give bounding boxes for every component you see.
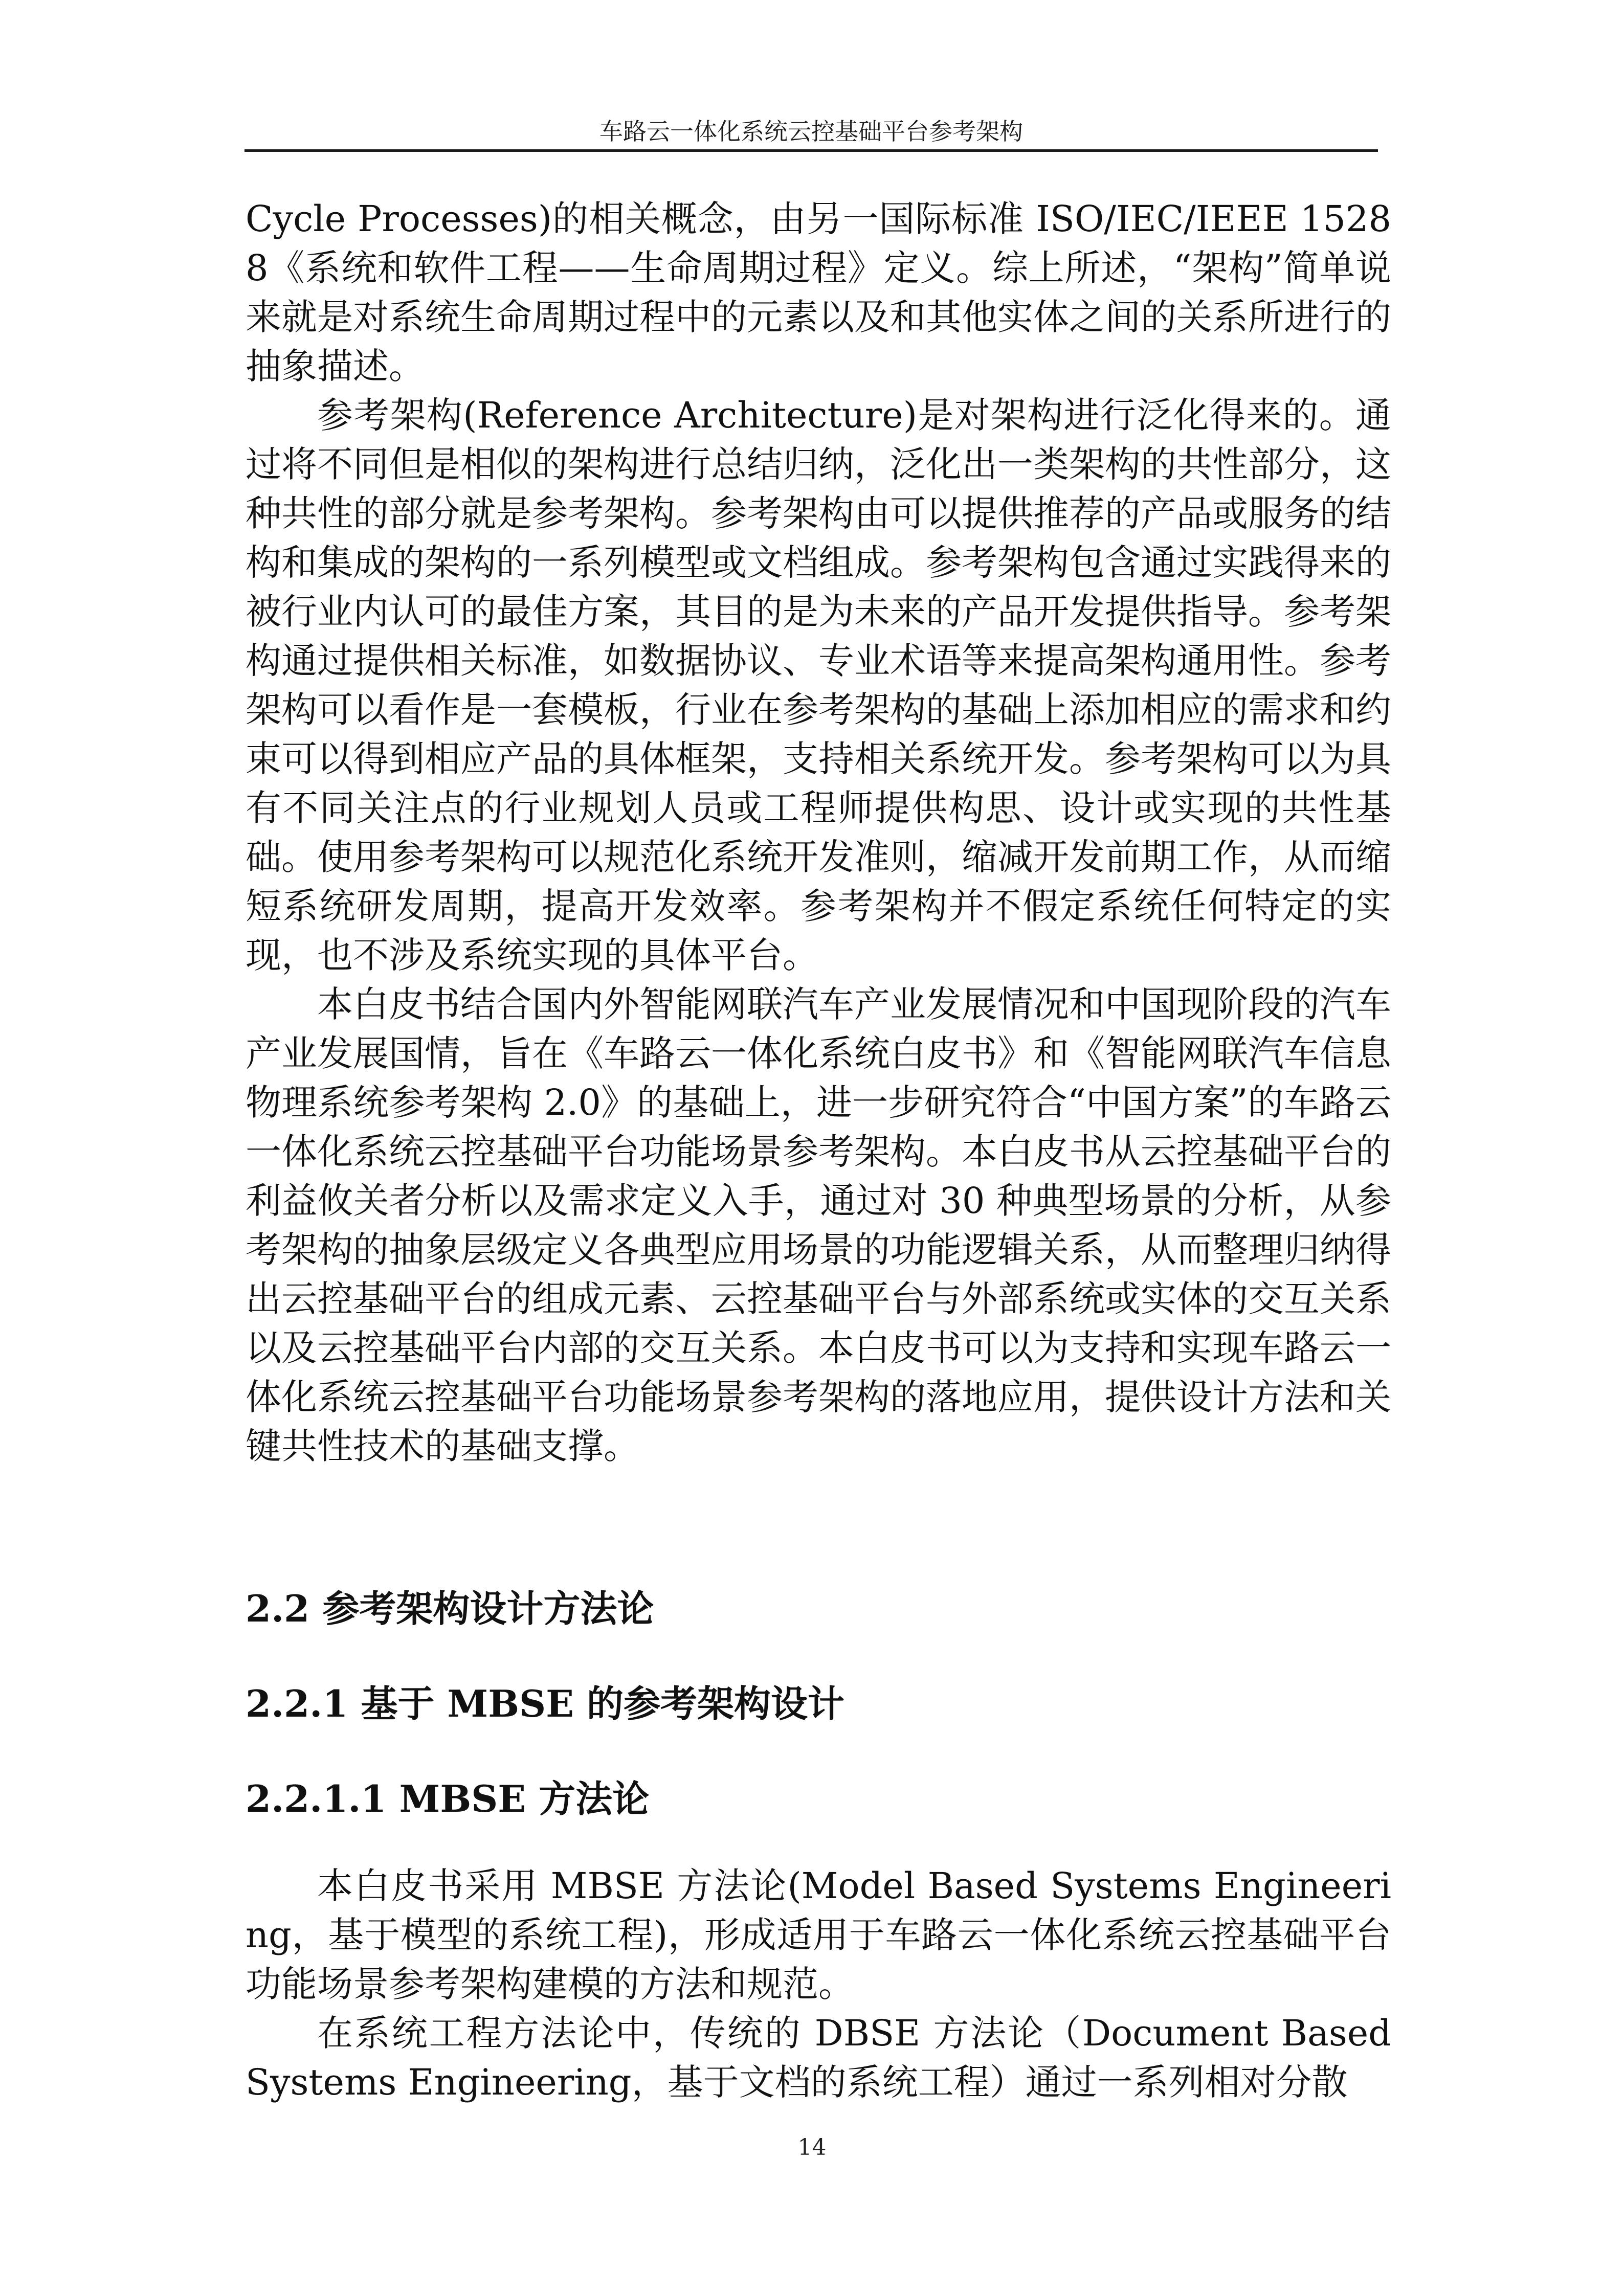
paragraph-architecture-definition: Cycle Processes)的相关概念，由另一国际标准 ISO/IEC/IEEE 15288《系统和软件工程——生命周期过程》定义。综上所述，“架构”简单说来就是对系统生命周期过程中的元素以及和其他实体之间的关系所进行的抽象描述。 (246, 198, 1391, 387)
section-heading-2-2-1: 2.2.1 基于 MBSE 的参考架构设计 (246, 1682, 845, 1725)
paragraph-dbse-comparison: 在系统工程方法论中，传统的 DBSE 方法论（Document Based Systems Engineering，基于文档的系统工程）通过一系列相对分散 (246, 2012, 1391, 2103)
paragraph-reference-architecture: 参考架构(Reference Architecture)是对架构进行泛化得来的。通过将不同但是相似的架构进行总结归纳，泛化出一类架构的共性部分，这种共性的部分就是参考架构。参考架构由可以提供推荐的产品或服务的结构和集成的架构的一系列模型或文档组成。参考架构包含通过实践得来的被行业内认可的最佳方案，其目的是为未来的产品开发提供指导。参考架构通过提供相关标准，如数据协议、专业术语等来提高架构通用性。参考架构可以看作是一套模板，行业在参考架构的基础上添加相应的需求和约束可以得到相应产品的具体框架，支持相关系统开发。参考架构可以为具有不同关注点的行业规划人员或工程师提供构思、设计或实现的共性基础。使用参考架构可以规范化系统开发准则，缩减开发前期工作，从而缩短系统研发周期，提高开发效率。参考架构并不假定系统任何特定的实现，也不涉及系统实现的具体平台。 (246, 394, 1391, 976)
section-heading-2-2: 2.2 参考架构设计方法论 (246, 1587, 654, 1630)
section-heading-2-2-1-1: 2.2.1.1 MBSE 方法论 (246, 1777, 650, 1820)
body-text-bottom (246, 1861, 1391, 2107)
body-text-top (246, 194, 1391, 1471)
running-header: 车路云一体化系统云控基础平台参考架构 (599, 118, 1023, 145)
header-rule (244, 149, 1378, 152)
paragraph-mbse-intro: 本白皮书采用 MBSE 方法论(Model Based Systems Engineering，基于模型的系统工程)，形成适用于车路云一体化系统云控基础平台功能场景参考架构建模的方法和规范。 (246, 1865, 1391, 2005)
paragraph-whitepaper-scope: 本白皮书结合国内外智能网联汽车产业发展情况和中国现阶段的汽车产业发展国情，旨在《车路云一体化系统白皮书》和《智能网联汽车信息物理系统参考架构 2.0》的基础上，进一步研究符合“中国方案”的车路云一体化系统云控基础平台功能场景参考架构。本白皮书从云控基础平台的利益攸关者分析以及需求定义入手，通过对 30 种典型场景的分析，从参考架构的抽象层级定义各典型应用场景的功能逻辑关系，从而整理归纳得出云控基础平台的组成元素、云控基础平台与外部系统或实体的交互关系以及云控基础平台内部的交互关系。本白皮书可以为支持和实现车路云一体化系统云控基础平台功能场景参考架构的落地应用，提供设计方法和关键共性技术的基础支撑。 (246, 983, 1391, 1467)
page-number: 14 (797, 2134, 827, 2160)
